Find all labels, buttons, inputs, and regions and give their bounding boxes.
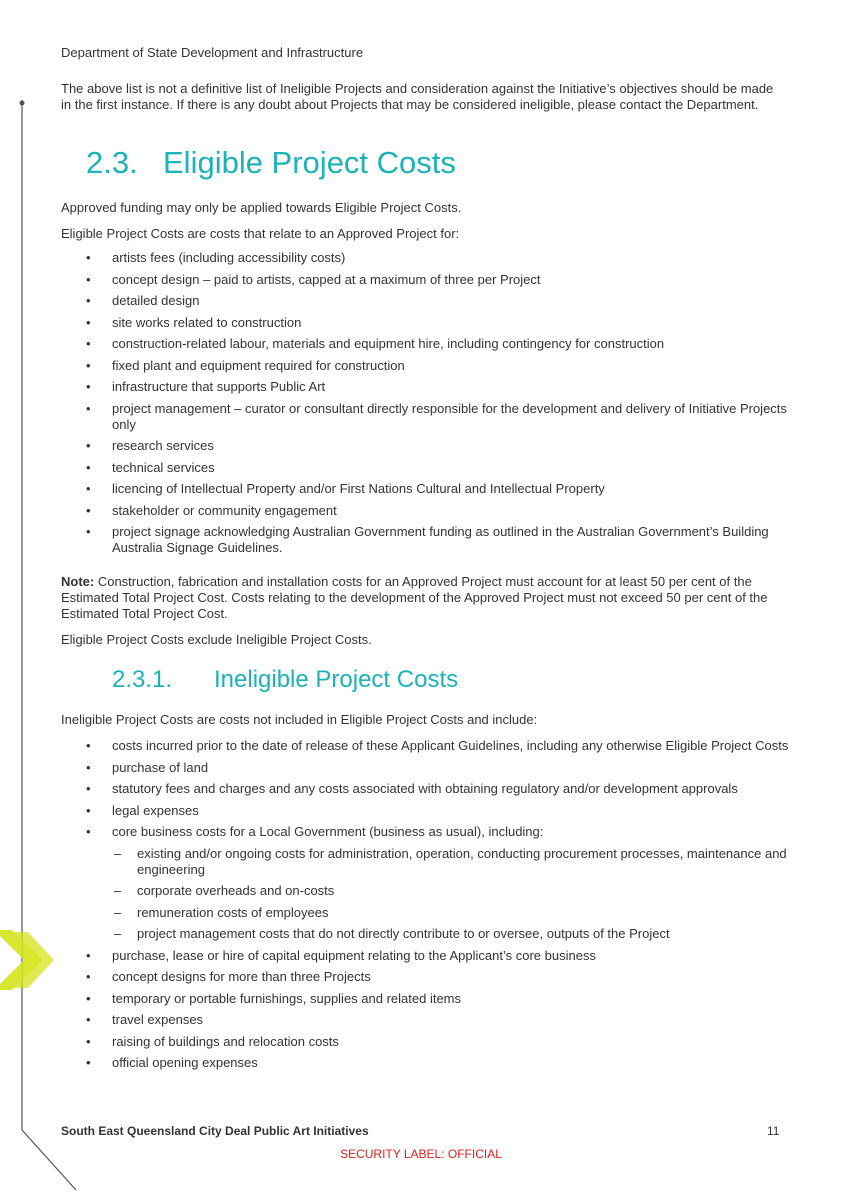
- list-item-text: core business costs for a Local Government (business as usual), including:: [112, 824, 544, 839]
- list-item-text: detailed design: [112, 293, 200, 308]
- list-item: [61, 293, 791, 309]
- bullet-icon: •: [86, 502, 91, 518]
- list-item: [61, 738, 791, 754]
- list-item: [61, 991, 791, 1007]
- list-item: [61, 781, 791, 797]
- section-title: Eligible Project Costs: [163, 145, 456, 180]
- list-item-text: project management costs that do not directly contribute to or oversee, outputs of the Project: [137, 926, 670, 941]
- bullet-icon: •: [86, 990, 91, 1006]
- section-paragraph: Eligible Project Costs exclude Ineligible Project Costs.: [61, 632, 372, 647]
- chevron-arrows-icon: [0, 930, 54, 990]
- bullet-icon: •: [86, 781, 91, 796]
- document-header: Department of State Development and Infrastructure: [61, 45, 364, 60]
- bullet-icon: •: [86, 400, 91, 416]
- list-item-text: raising of buildings and relocation costs: [112, 1033, 339, 1049]
- list-item-text: project management – curator or consultant directly responsible for the development and delivery of Initiative Projects only: [112, 400, 787, 432]
- bullet-icon: •: [86, 759, 91, 775]
- page-number: 11: [767, 1124, 780, 1138]
- list-item-text: artists fees (including accessibility costs): [112, 250, 346, 265]
- list-item: [61, 969, 791, 985]
- core-business-sublist: [61, 846, 791, 943]
- subsection-heading: [112, 666, 458, 694]
- list-item-text: infrastructure that supports Public Art: [112, 379, 326, 394]
- bullet-icon: •: [86, 1012, 91, 1027]
- intro-paragraph: The above list is not a definitive list of Ineligible Projects and consideration against the Initiative’s objectives should be made in the first instance. If there is any doubt about Projects that may be considered ineligible, please contact the Department.: [61, 81, 774, 112]
- bullet-icon: •: [86, 1055, 91, 1070]
- list-item-text: remuneration costs of employees: [137, 904, 329, 920]
- subsection-title: Ineligible Project Costs: [214, 666, 459, 693]
- bullet-icon: •: [86, 250, 91, 265]
- list-item: [61, 315, 791, 331]
- subsection-intro: Ineligible Project Costs are costs not included in Eligible Project Costs and include:: [61, 712, 538, 727]
- list-item-text: stakeholder or community engagement: [112, 502, 337, 518]
- list-item-text: travel expenses: [112, 1012, 204, 1027]
- list-item: [61, 250, 791, 266]
- bullet-icon: •: [86, 524, 91, 539]
- bullet-icon: •: [86, 738, 91, 753]
- list-item: [61, 926, 791, 942]
- section-number: 2.3.: [86, 145, 138, 180]
- list-item: [61, 481, 791, 497]
- sub-list-container: [61, 846, 791, 943]
- dash-icon: –: [114, 883, 122, 898]
- security-label: SECURITY LABEL: OFFICIAL: [340, 1147, 502, 1161]
- list-item-text: licencing of Intellectual Property and/or First Nations Cultural and Intellectual Property: [112, 481, 605, 496]
- list-item: [61, 272, 791, 288]
- list-item-text: legal expenses: [112, 802, 199, 818]
- list-item: [61, 379, 791, 395]
- list-item-text: purchase of land: [112, 759, 209, 775]
- list-item-text: construction-related labour, materials and equipment hire, including contingency for construction: [112, 336, 665, 351]
- note-label: Note:: [61, 574, 95, 589]
- ineligible-costs-list: [61, 738, 791, 1077]
- decorative-dot: [20, 101, 25, 106]
- bullet-icon: •: [86, 1033, 91, 1049]
- list-item-text: research services: [112, 438, 214, 453]
- bullet-icon: •: [86, 357, 91, 373]
- bullet-icon: •: [86, 947, 91, 963]
- list-item-text: technical services: [112, 459, 215, 475]
- list-item: [61, 1055, 791, 1071]
- list-item: [61, 905, 791, 921]
- bullet-icon: •: [86, 379, 91, 394]
- note-text: Construction, fabrication and installation costs for an Approved Project must account for at least 50 per cent of the Estimated Total Project Cost. Costs relating to the development of the Approved Project must not exceed 50 per cent of the Estimated Total Project Cost.: [61, 574, 768, 621]
- dash-icon: –: [114, 904, 122, 920]
- list-item: [61, 358, 791, 374]
- list-item: [61, 948, 791, 964]
- list-item-text: purchase, lease or hire of capital equipment relating to the Applicant’s core business: [112, 947, 596, 963]
- bullet-icon: •: [86, 314, 91, 330]
- list-item: [61, 824, 791, 840]
- list-item-text: fixed plant and equipment required for construction: [112, 357, 405, 373]
- list-item: [61, 1034, 791, 1050]
- bullet-icon: •: [86, 459, 91, 475]
- bullet-icon: •: [86, 336, 91, 351]
- list-item-text: site works related to construction: [112, 314, 302, 330]
- list-item-text: costs incurred prior to the date of release of these Applicant Guidelines, including any otherwise Eligible Project Costs: [112, 738, 789, 753]
- list-item-text: statutory fees and charges and any costs associated with obtaining regulatory and/or development approvals: [112, 781, 738, 796]
- list-item: [61, 846, 791, 878]
- eligible-costs-list: [61, 250, 791, 562]
- dash-icon: –: [114, 926, 122, 941]
- list-item-text: temporary or portable furnishings, supplies and related items: [112, 990, 462, 1006]
- footer-title: South East Queensland City Deal Public Art Initiatives: [61, 1124, 369, 1138]
- list-item-text: existing and/or ongoing costs for administration, operation, conducting procurement processes, maintenance and engineering: [137, 845, 787, 877]
- bullet-icon: •: [86, 293, 91, 308]
- list-item: [61, 760, 791, 776]
- list-item: [61, 883, 791, 899]
- list-item-text: project signage acknowledging Australian Government funding as outlined in the Australian Government’s Building Australia Signage Guidelines.: [112, 524, 769, 555]
- list-item-text: corporate overheads and on-costs: [137, 883, 335, 898]
- bullet-icon: •: [86, 969, 91, 984]
- list-item-text: official opening expenses: [112, 1055, 258, 1070]
- list-item: [61, 438, 791, 454]
- list-item: [61, 1012, 791, 1028]
- bullet-icon: •: [86, 438, 91, 453]
- list-item: [61, 401, 791, 433]
- list-item: [61, 336, 791, 352]
- section-heading: [86, 145, 456, 181]
- bullet-icon: •: [86, 271, 91, 287]
- list-item-text: concept design – paid to artists, capped at a maximum of three per Project: [112, 271, 541, 287]
- list-item: [61, 803, 791, 819]
- list-item-text: concept designs for more than three Projects: [112, 969, 371, 984]
- subsection-number: 2.3.1.: [112, 666, 173, 693]
- dash-icon: –: [114, 845, 122, 861]
- bullet-icon: •: [86, 824, 91, 839]
- list-item: [61, 524, 791, 556]
- list-item: [61, 460, 791, 476]
- section-paragraph: Approved funding may only be applied towards Eligible Project Costs.: [61, 200, 462, 215]
- bullet-icon: •: [86, 802, 91, 818]
- note-paragraph: [61, 574, 783, 622]
- list-item: [61, 503, 791, 519]
- section-paragraph: Eligible Project Costs are costs that relate to an Approved Project for:: [61, 226, 460, 241]
- bullet-icon: •: [86, 481, 91, 496]
